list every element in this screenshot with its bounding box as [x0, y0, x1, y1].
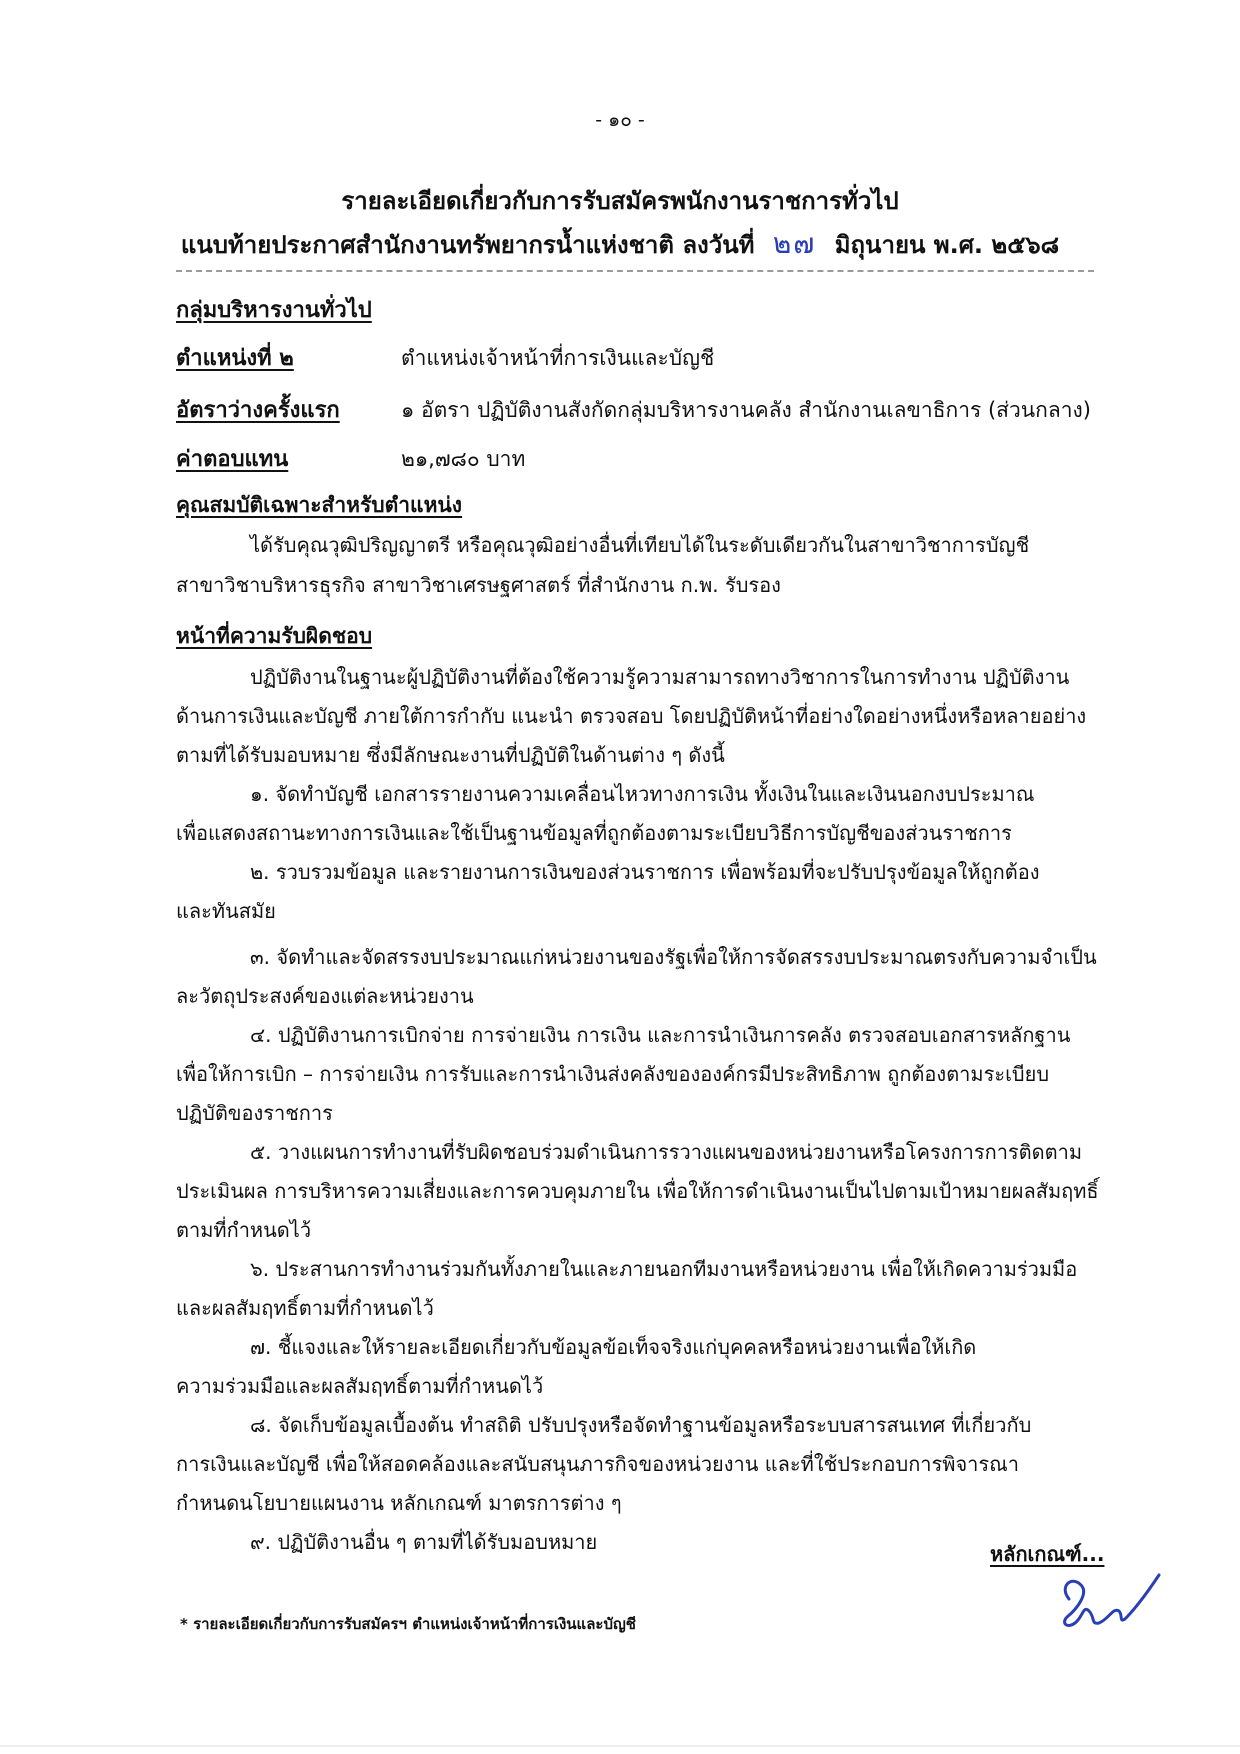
dashed-divider [176, 270, 1094, 272]
field-label-salary: ค่าตอบแทน [176, 447, 289, 472]
duties-line: ๔. ปฏิบัติงานการเบิกจ่าย การจ่ายเงิน การเงิน และการนำเงินการคลัง ตรวจสอบเอกสารหลักฐาน [250, 1023, 1071, 1047]
field-value-salary: ๒๑,๗๘๐ บาท [401, 447, 526, 471]
duties-line: ๒. รวบรวมข้อมูล และรายงานการเงินของส่วนราชการ เพื่อพร้อมที่จะปรับปรุงข้อมูลให้ถูกต้อง [250, 860, 1040, 884]
duties-line: และผลสัมฤทธิ์ตามที่กำหนดไว้ [176, 1296, 434, 1320]
duties-line: ละวัตถุประสงค์ของแต่ละหน่วยงาน [176, 984, 474, 1008]
document-title: รายละเอียดเกี่ยวกับการรับสมัครพนักงานราชการทั่วไป [341, 187, 899, 215]
duties-line: ๙. ปฏิบัติงานอื่น ๆ ตามที่ได้รับมอบหมาย [250, 1530, 598, 1554]
duties-line: ๖. ประสานการทำงานร่วมกันทั้งภายในและภายนอกทีมงานหรือหน่วยงาน เพื่อให้เกิดความร่วมมือ [250, 1257, 1078, 1281]
signature-initials [1055, 1565, 1165, 1635]
duties-line: ๓. จัดทำและจัดสรรงบประมาณแก่หน่วยงานของรัฐเพื่อให้การจัดสรรงบประมาณตรงกับความจำเป็น [250, 945, 1097, 969]
qualification-line: สาขาวิชาบริหารธุรกิจ สาขาวิชาเศรษฐศาสตร์ ที่สำนักงาน ก.พ. รับรอง [176, 573, 781, 597]
duties-line: การเงินและบัญชี เพื่อให้สอดคล้องและสนับสนุนภารกิจของหน่วยงาน และที่ใช้ประกอบการพิจารณา [176, 1452, 1019, 1476]
duties-line: เพื่อให้การเบิก – การจ่ายเงิน การรับและการนำเงินส่งคลังขององค์กรมีประสิทธิภาพ ถูกต้องตามระเบียบ [176, 1062, 1050, 1086]
scan-edge-line [0, 1745, 1240, 1747]
duties-line: ความร่วมมือและผลสัมฤทธิ์ตามที่กำหนดไว้ [176, 1374, 544, 1398]
duties-line: ปฏิบัติงานในฐานะผู้ปฏิบัติงานที่ต้องใช้ความรู้ความสามารถทางวิชาการในการทำงาน ปฏิบัติงาน [250, 665, 1070, 689]
duties-line: ตามที่ได้รับมอบหมาย ซึ่งมีลักษณะงานที่ปฏิบัติในด้านต่าง ๆ ดังนี้ [176, 743, 725, 767]
duties-line: ด้านการเงินและบัญชี ภายใต้การกำกับ แนะนำ ตรวจสอบ โดยปฏิบัติหน้าที่อย่างใดอย่างหนึ่งหรือหลายอย่าง [176, 704, 1087, 728]
duties-line: ๘. จัดเก็บข้อมูลเบื้องต้น ทำสถิติ ปรับปรุงหรือจัดทำฐานข้อมูลหรือระบบสารสนเทศ ที่เกี่ยวกับ [250, 1413, 1032, 1437]
duties-line: กำหนดนโยบายแผนงาน หลักเกณฑ์ มาตรการต่าง ๆ [176, 1491, 622, 1515]
footnote: * รายละเอียดเกี่ยวกับการรับสมัครฯ ตำแหน่งเจ้าหน้าที่การเงินและบัญชี [180, 1615, 636, 1633]
subtitle-suffix: มิถุนายน พ.ศ. ๒๕๖๘ [834, 231, 1060, 259]
field-value-position: ตำแหน่งเจ้าหน้าที่การเงินและบัญชี [401, 346, 715, 370]
duties-line: ปฏิบัติของราชการ [176, 1101, 333, 1125]
duties-line: ประเมินผล การบริหารความเสี่ยงและการควบคุมภายใน เพื่อให้การดำเนินงานเป็นไปตามเป้าหมายผลสัมฤทธิ์ [176, 1179, 1099, 1203]
duties-line: และทันสมัย [176, 899, 276, 923]
handwritten-day: ๒๗ [772, 227, 817, 260]
duties-line: เพื่อแสดงสถานะทางการเงินและใช้เป็นฐานข้อมูลที่ถูกต้องตามระเบียบวิธีการบัญชีของส่วนราชการ [176, 821, 1012, 845]
document-subtitle [0, 222, 1240, 266]
duties-line: ตามที่กำหนดไว้ [176, 1218, 312, 1242]
group-heading: กลุ่มบริหารงานทั่วไป [176, 298, 372, 323]
duties-heading: หน้าที่ความรับผิดชอบ [176, 624, 373, 648]
page-number: - ๑๐ - [595, 109, 645, 131]
field-label-position: ตำแหน่งที่ ๒ [176, 346, 294, 371]
duties-line: ๗. ชี้แจงและให้รายละเอียดเกี่ยวกับข้อมูลข้อเท็จจริงแก่บุคคลหรือหน่วยงานเพื่อให้เกิด [250, 1335, 977, 1359]
field-value-vacancy: ๑ อัตรา ปฏิบัติงานสังกัดกลุ่มบริหารงานคลัง สำนักงานเลขาธิการ (ส่วนกลาง) [401, 398, 1091, 422]
qualification-line: ได้รับคุณวุฒิปริญญาตรี หรือคุณวุฒิอย่างอื่นที่เทียบได้ในระดับเดียวกันในสาขาวิชาการบัญชี [250, 533, 1030, 557]
qualification-heading: คุณสมบัติเฉพาะสำหรับตำแหน่ง [176, 493, 463, 517]
subtitle-prefix: แนบท้ายประกาศสำนักงานทรัพยากรน้ำแห่งชาติ ลงวันที่ [180, 231, 755, 259]
field-label-vacancy: อัตราว่างครั้งแรก [176, 398, 340, 423]
duties-line: ๕. วางแผนการทำงานที่รับผิดชอบร่วมดำเนินการรวางแผนของหน่วยงานหรือโครงการการติดตาม [250, 1140, 1083, 1164]
continuation-text: หลักเกณฑ์... [990, 1542, 1105, 1566]
duties-line: ๑. จัดทำบัญชี เอกสารรายงานความเคลื่อนไหวทางการเงิน ทั้งเงินในและเงินนอกงบประมาณ [250, 782, 1035, 806]
